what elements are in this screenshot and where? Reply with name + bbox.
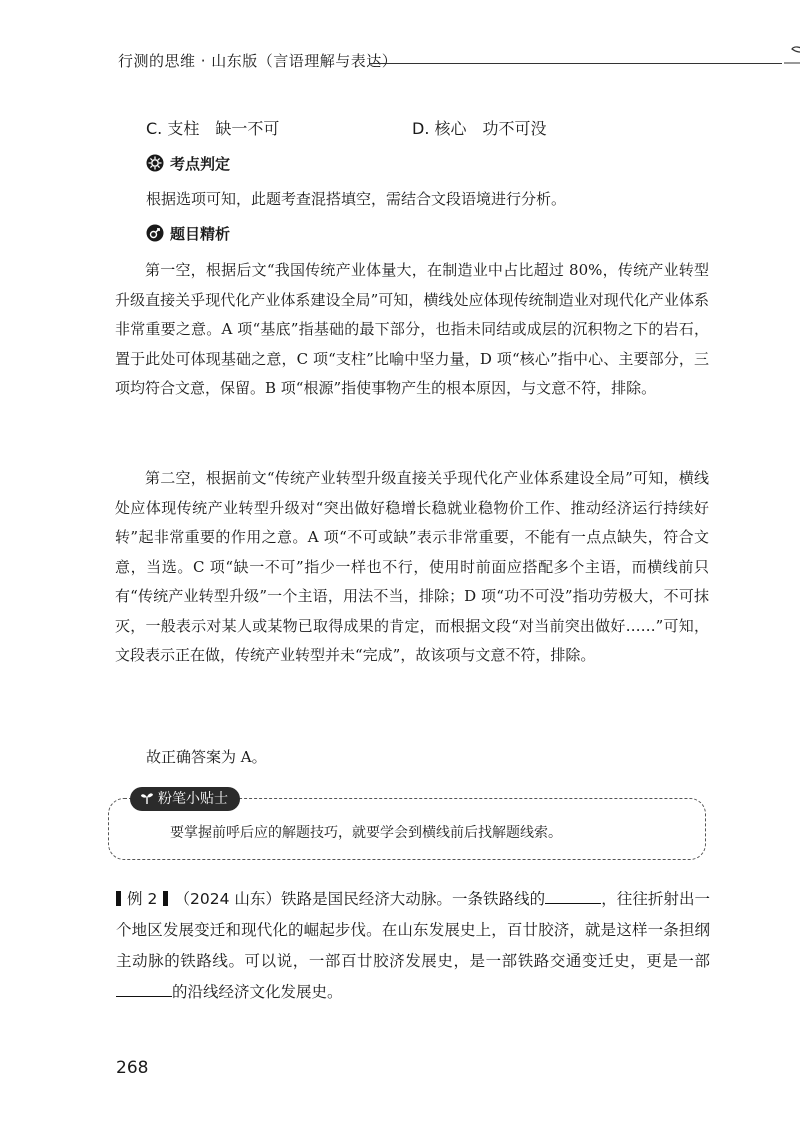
header-title: 行测的思维 · 山东版（言语理解与表达）: [118, 52, 398, 70]
kaodian-text: 根据选项可知，此题考查混搭填空，需结合文段语境进行分析。: [146, 190, 567, 208]
pin-icon: [146, 224, 164, 242]
tip-text: 要掌握前呼后应的解题技巧，就要学会到横线前后找解题线索。: [170, 825, 562, 841]
option-c: C. 支柱 缺一不可: [146, 119, 280, 138]
running-header: [118, 44, 718, 74]
example-text-3: 的沿线经济文化发展史。: [172, 983, 343, 1001]
header-rule: [370, 63, 782, 64]
sprout-icon: [140, 791, 154, 805]
example-text-2: ，往往折射出一个地区发展变迁和现代化的崛起步伐。在山东发展史上，百廿胶济，就是这样一条担纲主动脉的铁路线。可以说，一部百廿胶济发展史，是一部铁路交通变迁史，更是一部: [116, 890, 710, 970]
example-label: 例 2: [127, 890, 158, 908]
option-d: D. 核心 功不可没: [412, 119, 547, 138]
example-marker-right: [163, 891, 168, 906]
sprout-icon: [782, 44, 800, 74]
page-number: 268: [116, 1058, 149, 1078]
analysis-paragraph-1: 第一空，根据后文“我国传统产业体量大，在制造业中占比超过 80%，传统产业转型升级直接关乎现代化产业体系建设全局”可知，横线处应体现传统制造业对现代化产业体系非常重要之意。A 项“基底”指基础的最下部分，也指未同结或成层的沉积物之下的岩石，置于此处可体现基础之意，C 项“支柱”比喻中坚力量，D 项“核心”指中心、主要部分，三项均符合文意，保留。B 项“根源”指使事物产生的根本原因，与文意不符，排除。: [115, 261, 709, 397]
section-label: 考点判定: [170, 155, 231, 173]
fill-blank-2: [116, 982, 172, 997]
tip-label: 粉笔小贴士: [158, 791, 228, 807]
answer-options: [146, 116, 666, 142]
analysis-paragraph-2: 第二空，根据前文“传统产业转型升级直接关乎现代化产业体系建设全局”可知，横线处应体现传统产业转型升级对“突出做好稳增长稳就业稳物价工作、推动经济运行持续好转”起非常重要的作用之意。A 项“不可或缺”表示非常重要，不能有一点点缺失，符合文意，当选。C 项“缺一不可”指少一样也不行，使用时前面应搭配多个主语，而横线前只有“传统产业转型升级”一个主语，用法不当，排除；D 项“功不可没”指功劳极大，不可抹灭，一般表示对某人或某物已取得成果的肯定，而根据文段“对当前突出做好……”可知，文段表示正在做，传统产业转型并未“完成”，故该项与文意不符，排除。: [115, 469, 709, 664]
example-marker-left: [116, 891, 121, 906]
tip-tag: [130, 787, 240, 811]
example-source: （2024 山东）: [174, 890, 282, 908]
example-question: [116, 884, 710, 1008]
fill-blank-1: [545, 889, 601, 904]
gear-icon: [146, 154, 164, 172]
section-label: 题目精析: [170, 225, 231, 243]
answer-line: 故正确答案为 A。: [146, 748, 267, 766]
example-text-1: 铁路是国民经济大动脉。一条铁路线的: [281, 890, 546, 908]
